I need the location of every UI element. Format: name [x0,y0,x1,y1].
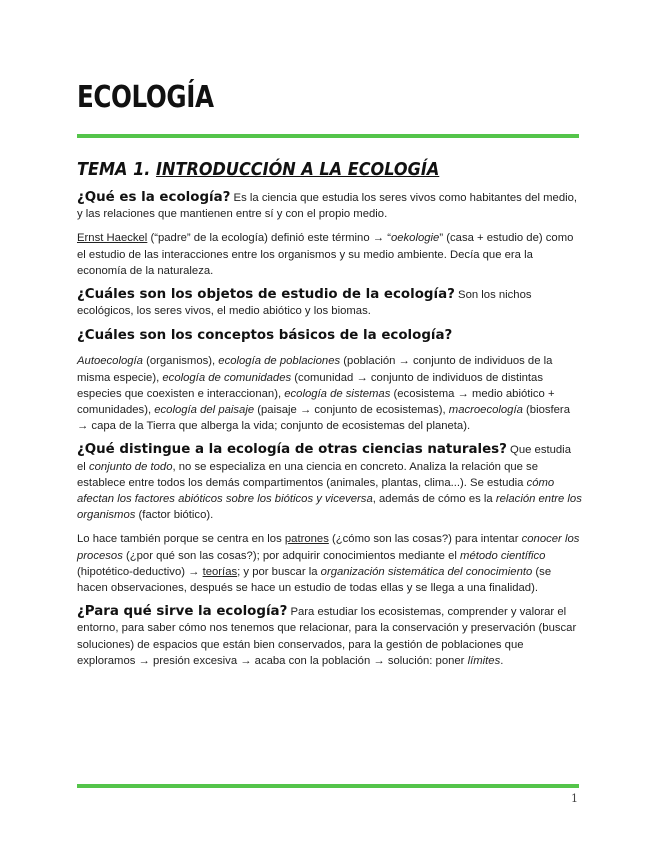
paragraph-distingue [77,442,582,523]
paragraph-patrones [77,531,582,596]
patrones-underline-1: patrones [284,533,329,546]
paragraph-haeckel [77,230,582,279]
haeckel-term: oekologie [390,232,440,245]
concept-paisaje: ecología del paisaje [154,404,255,417]
question-distingue: ¿Qué distingue a la ecología de otras ciencias naturales? [77,442,507,458]
paragraph-conceptos [77,353,582,434]
section-prefix: TEMA 1. [77,160,156,180]
para-que-text-2: . [500,654,504,667]
document-body [77,190,582,677]
haeckel-text-1: (“padre” de la ecología) definió este término → “ [147,232,391,245]
patrones-text-6: (se hacen observaciones, después se hace un estudio de todas ellas y se llega a una finalidad). [77,565,552,595]
patrones-underline-2: teorías [202,565,238,578]
distingue-text-4: (factor biótico). [135,509,214,522]
concept-text-3: (comunidad → conjunto de individuos de distintas especies que coexisten e interaccionan), [77,371,543,400]
page-number: 1 [571,792,578,805]
concept-macroecologia: macroecología [448,404,523,417]
distingue-text-1: Que estudia el [77,444,571,473]
haeckel-name: Ernst Haeckel [77,232,148,245]
question-conceptos: ¿Cuáles son los conceptos básicos de la ecología? [77,328,453,344]
question-objetos: ¿Cuáles son los objetos de estudio de la ecología? [77,287,455,303]
concept-poblaciones: ecología de poblaciones [218,355,341,368]
distingue-italic-2: cómo afectan los factores abióticos sobre los bióticos y viceversa [77,476,555,506]
section-name: INTRODUCCIÓN A LA ECOLOGÍA [155,160,440,180]
distingue-italic-3: relación entre los organismos [77,493,582,522]
concept-sistemas: ecología de sistemas [284,387,391,400]
haeckel-text-2: ” (casa + estudio de) como el estudio de las interacciones entre los organismos y su medio ambiente. Decía que era la economía de la naturaleza. [77,232,574,277]
patrones-text-1: Lo hace también porque se centra en los [77,533,285,546]
patrones-italic-1: conocer los procesos [77,533,580,562]
paragraph-objetos [77,287,582,319]
concept-autoecologia: Autoecología [77,355,143,368]
para-que-text-1: Para estudiar los ecosistemas, comprender y valorar el entorno, para saber cómo nos tenemos que relacionar, para la conservación y preservación (buscar soluciones) de espacios que están bien conservados, para la gestión de poblaciones que exploramos → presión excesiva → acaba con la población → solución: poner [77,606,577,667]
patrones-italic-2: método científico [460,549,546,562]
concept-text-2: (población → conjunto de individuos de la misma especie), [77,355,553,384]
distingue-text-2: , no se especializa en una ciencia en concreto. Analiza la relación que se establece entre todos los demás compartimentos (animales, plantas, clima...). Se estudia [77,460,538,489]
patrones-text-2: (¿cómo son las cosas?) para intentar [328,533,522,546]
question-que-es: ¿Qué es la ecología? [77,190,231,205]
footer-divider [77,784,579,788]
patrones-text-5: ; y por buscar la [237,565,321,578]
concept-text-4: (ecosistema → medio abiótico + comunidades), [77,387,555,417]
paragraph-que-es [77,190,582,222]
patrones-text-3: (¿por qué son las cosas?); por adquirir conocimientos mediante el [122,549,461,562]
patrones-italic-3: organización sistemática del conocimiento [320,565,533,578]
para-que-italic-1: límites [467,654,501,667]
concept-text-1: (organismos), [142,355,219,368]
concept-text-6: (biosfera → capa de la Tierra que alberga la vida; conjunto de ecosistemas del planeta). [77,404,570,433]
patrones-text-4: (hipotético-deductivo) → [77,565,203,578]
distingue-text-3: , además de cómo es la [372,493,496,506]
concept-text-5: (paisaje → conjunto de ecosistemas), [254,404,449,417]
concept-comunidades: ecología de comunidades [162,371,292,384]
answer-que-es: Es la ciencia que estudia los seres vivos como habitantes del medio, y las relaciones que mantienen entre sí y con el propio medio. [77,192,578,221]
question-para-que: ¿Para qué sirve la ecología? [77,604,288,620]
distingue-italic-1: conjunto de todo [88,460,173,473]
section-heading [77,158,439,182]
paragraph-para-que [77,604,582,669]
title-divider [77,134,579,138]
document-title: ECOLOGÍA [77,80,214,115]
answer-objetos: Son los nichos ecológicos, los seres vivos, el medio abiótico y los biomas. [77,289,532,318]
